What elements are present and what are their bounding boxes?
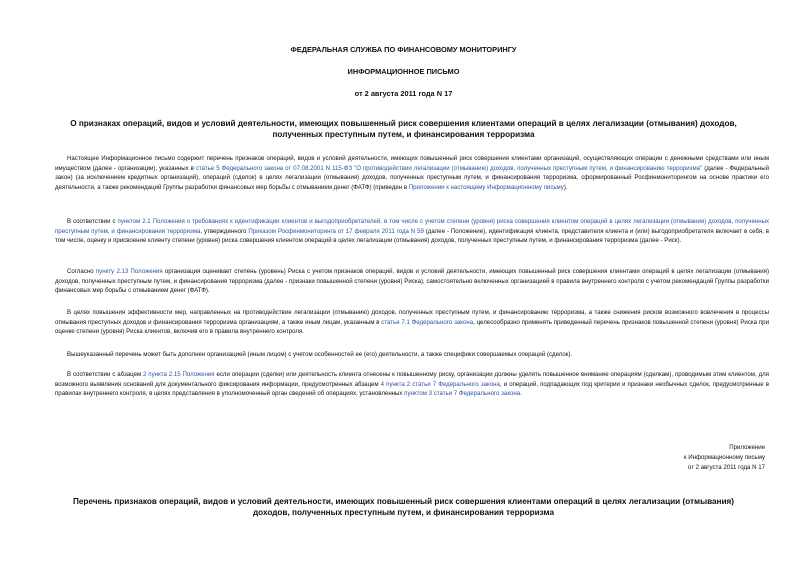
appendix-title-line-2: доходов, полученных преступным путем, и финансирования терроризма <box>252 508 555 517</box>
p3-text-2: организация оценивает степень (уровень) Риска с учетом признаков операций, видов и условий деятельности, имеющих повышенный риск совершения клиентами операций в целях легализации (отмывания) доходов, полученных преступным путем, и финансирования терроризма (далее - признаки повышенной степени (уровня) Риска), самостоятельно включенных организацией в правила внутреннего контроля с учетом рекомендаций Группы разработки финансовых мер борьбы с отмыванием денег (ФАТФ). <box>55 268 769 294</box>
paragraph-1 <box>55 154 769 192</box>
appendix-line-3: от 2 августа 2011 года N 17 <box>687 464 765 471</box>
p5-text-1: Вышеуказанный перечень может быть дополнен организацией (иным лицом) с учетом особенностей ее (его) деятельности, а также специфики совершаемых операций (сделок). <box>67 351 573 358</box>
link-article-7-clause-3[interactable]: пунктом 3 статьи 7 Федерального закона <box>404 390 521 397</box>
link-article-5-law[interactable]: статье 5 Федерального закона от 07.08.2001 N 115-ФЗ "О противодействии легализации (отмыванию) доходов, полученных преступным путем, и финансированию терроризма" <box>195 164 703 172</box>
doc-type-heading: ИНФОРМАЦИОННОЕ ПИСЬМО <box>347 67 460 76</box>
appendix-title-line-1: Перечень признаков операций, видов и условий деятельности, имеющих повышенный риск совершения клиентами операций в целях легализации (отмывания) <box>72 497 735 506</box>
appendix-line-2: к Информационному письму <box>683 454 765 461</box>
link-clause-2-15[interactable]: 2 пункта 2.15 Положения <box>143 371 215 378</box>
p6-text-4: . <box>520 390 522 397</box>
link-clause-2-1-regulation[interactable]: пунктом 2.1 Положения о требованиях к идентификации клиентов и выгодоприобретателей, в том числе с учетом степени (уровня) риска совершения клиентом операций в целях легализации (отмывания) доходов, полученных преступным путем, и финансирования терроризма <box>55 218 770 235</box>
p6-text-1: В соответствии с абзацем <box>67 371 144 378</box>
appendix-title <box>40 496 767 518</box>
paragraph-2 <box>55 217 769 246</box>
appendix-note <box>465 443 765 473</box>
link-article-7-clause-2[interactable]: 4 пункта 2 статьи 7 Федерального закона <box>380 380 500 388</box>
link-appendix[interactable]: Приложении к настоящему Информационному письму <box>408 183 564 191</box>
p1-text-2: (далее - Федеральный закон) (за исключением кредитных организаций), операций (сделок) в целях легализации (отмывания) доходов, полученных преступным путем, и финансирования терроризма, сформированный Росфинмониторингом на основе практики его деятельности, а также рекомендаций Группы разработки финансовых мер борьбы с отмыванием денег (ФАТФ) (приведен в <box>55 164 769 191</box>
paragraph-4 <box>55 308 769 337</box>
link-clause-2-13[interactable]: пункту 2.13 Положения <box>95 268 163 275</box>
paragraph-3 <box>55 267 769 296</box>
p2-text-3: (далее - Положение), идентификация клиента, представителя клиента и (или) выгодоприобретателя включает в себя, в том числе, оценку и присвоение клиенту степени (уровня) риска совершения клиентом операций в целях легализации (отмывания) доходов, полученных преступным путем, и финансирования терроризма (далее - Риск). <box>55 227 769 244</box>
paragraph-5 <box>55 350 769 360</box>
document-title <box>40 118 767 140</box>
p3-text-1: Согласно <box>67 268 96 275</box>
p1-text-1: Настоящее Информационное письмо содержит перечень признаков операций, видов и условий деятельности, имеющих повышенный риск совершения клиентами организаций, осуществляющих операции с денежными средствами или иным имуществом (далее - организации), указанных в <box>55 155 769 172</box>
p4-text-2: , целесообразно применять приведенный перечень признаков повышенной степени (уровня) Риска при оценке степени (уровня) Риска клиентов, включив его в правила внутреннего контроля. <box>55 318 769 335</box>
link-article-7-1[interactable]: статье 7.1 Федерального закона <box>381 318 474 326</box>
p6-text-3: , и операций, подпадающих под критерии и признаки необычных сделок, предусмотренные в правилах внутреннего контроля, в целях представления в уполномоченный орган сведений об операциях, установленных <box>55 380 769 397</box>
title-line-2: полученных преступным путем, и финансирования терроризма <box>272 130 535 139</box>
link-order-59[interactable]: Приказом Росфинмониторинга от 17 февраля 2011 года N 59 <box>248 227 424 235</box>
agency-heading: ФЕДЕРАЛЬНАЯ СЛУЖБА ПО ФИНАНСОВОМУ МОНИТОРИНГУ <box>290 45 517 54</box>
p2-text-2: , утвержденного <box>200 227 249 235</box>
doc-date-heading: от 2 августа 2011 года N 17 <box>354 89 453 98</box>
p2-text-1: В соответствии с <box>67 218 118 225</box>
p6-text-2: если операции (сделки) или деятельность клиента отнесены к повышенному риску, организации должны уделять повышенное внимание операциям (сделкам), проводимым этим клиентом, для возможного выявления оснований для документального фиксирования информации, предусмотренных абзацем <box>55 371 769 388</box>
title-line-1: О признаках операций, видов и условий деятельности, имеющих повышенный риск совершения клиентами операций в целях легализации (отмывания) доходов, <box>70 119 737 128</box>
p4-text-1: В целях повышения эффективности мер, направленных на противодействие легализации (отмыванию) доходов, полученных преступным путем, и финансированию терроризма, а также снижения рисков возможного вовлечения в процессы отмывания преступных доходов и финансирования терроризма организациям, а также иным лицам, указанным в <box>55 309 769 326</box>
paragraph-6 <box>55 370 769 399</box>
appendix-line-1: Приложение <box>729 444 765 451</box>
p1-text-3: ). <box>563 183 568 191</box>
